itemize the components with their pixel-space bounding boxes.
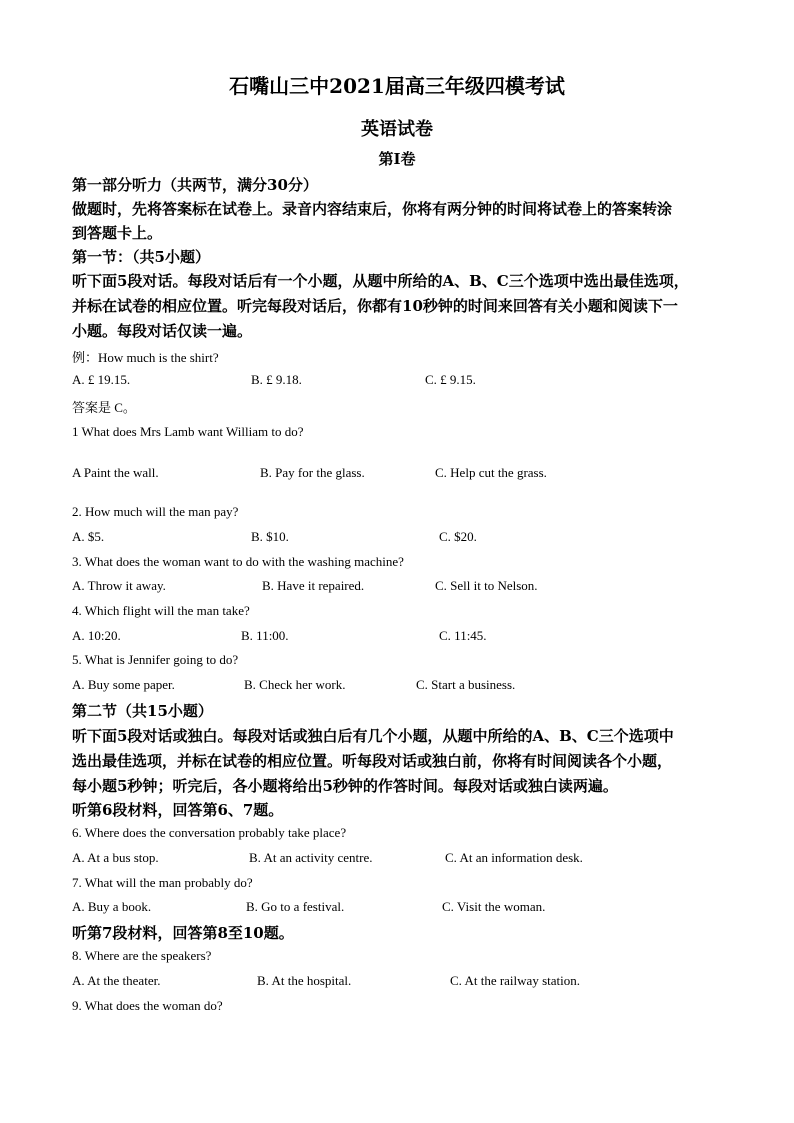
question-2-option-c: C. $20. [439, 529, 477, 544]
question-7-option-c: C. Visit the woman. [442, 899, 546, 914]
question-3-option-a: A. Throw it away. [72, 578, 166, 593]
group-6-heading: 听第6段材料，回答第6、7题。 [72, 801, 284, 819]
question-2: 2. How much will the man pay? [72, 504, 239, 519]
question-9: 9. What does the woman do? [72, 998, 223, 1013]
question-5-option-a: A. Buy some paper. [72, 677, 175, 692]
question-3-option-c: C. Sell it to Nelson. [435, 578, 538, 593]
example-option-a: A. £ 19.15. [72, 372, 131, 387]
volume-label: 第I卷 [378, 150, 416, 168]
example-option-c: C. £ 9.15. [425, 372, 476, 387]
example-question: 例：How much is the shirt? [72, 350, 219, 365]
question-2-option-b: B. $10. [251, 529, 289, 544]
exam-subtitle: 英语试卷 [361, 119, 433, 140]
section1-instruction-line: 听下面5段对话。每段对话后有一个小题，从题中所给的A、B、C三个选项中选出最佳选项， [72, 272, 689, 290]
exam-title: 石嘴山三中2021届高三年级四模考试 [229, 74, 565, 98]
example-option-b: B. £ 9.18. [251, 372, 302, 387]
question-3: 3. What does the woman want to do with the washing machine? [72, 554, 404, 569]
section1-instruction-line: 小题。每段对话仅读一遍。 [72, 322, 253, 340]
question-5-option-b: B. Check her work. [244, 677, 346, 692]
section2-instruction-line: 每小题5秒钟；听完后，各小题将给出5秒钟的作答时间。每段对话或独白读两遍。 [72, 777, 618, 795]
section1-instruction-line: 并标在试卷的相应位置。听完每段对话后，你都有10秒钟的时间来回答有关小题和阅读下一 [72, 297, 678, 315]
question-1-option-a: A Paint the wall. [72, 465, 159, 480]
question-7-option-b: B. Go to a festival. [246, 899, 345, 914]
question-6: 6. Where does the conversation probably take place? [72, 825, 347, 840]
question-5: 5. What is Jennifer going to do? [72, 652, 239, 667]
question-6-option-c: C. At an information desk. [445, 850, 583, 865]
question-8-option-c: C. At the railway station. [450, 973, 580, 988]
section2-instruction-line: 听下面5段对话或独白。每段对话或独白后有几个小题，从题中所给的A、B、C三个选项中 [72, 727, 674, 745]
question-2-option-a: A. $5. [72, 529, 105, 544]
question-8-option-a: A. At the theater. [72, 973, 161, 988]
part1-instruction-line: 做题时，先将答案标在试卷上。录音内容结束后，你将有两分钟的时间将试卷上的答案转涂 [72, 200, 673, 218]
question-4: 4. Which flight will the man take? [72, 603, 250, 618]
section2-instruction-line: 选出最佳选项，并标在试卷的相应位置。听每段对话或独白前，你将有时间阅读各个小题， [72, 752, 673, 770]
question-1-option-c: C. Help cut the grass. [435, 465, 547, 480]
question-1-option-b: B. Pay for the glass. [260, 465, 365, 480]
question-8: 8. Where are the speakers? [72, 948, 212, 963]
question-8-option-b: B. At the hospital. [257, 973, 352, 988]
example-answer: 答案是 C。 [72, 400, 136, 415]
question-4-option-b: B. 11:00. [241, 628, 289, 643]
question-7-option-a: A. Buy a book. [72, 899, 152, 914]
question-7: 7. What will the man probably do? [72, 875, 253, 890]
part1-instruction-line: 到答题卡上。 [72, 224, 163, 242]
question-4-option-c: C. 11:45. [439, 628, 487, 643]
question-6-option-a: A. At a bus stop. [72, 850, 159, 865]
question-6-option-b: B. At an activity centre. [249, 850, 373, 865]
question-4-option-a: A. 10:20. [72, 628, 121, 643]
question-1: 1 What does Mrs Lamb want William to do? [72, 424, 304, 439]
group-7-heading: 听第7段材料，回答第8至10题。 [72, 924, 294, 942]
section1-heading: 第一节：（共5小题） [72, 248, 210, 266]
question-3-option-b: B. Have it repaired. [262, 578, 365, 593]
question-5-option-c: C. Start a business. [416, 677, 516, 692]
part1-heading: 第一部分听力（共两节，满分30分） [72, 176, 318, 194]
section2-heading: 第二节（共15小题） [72, 702, 213, 720]
